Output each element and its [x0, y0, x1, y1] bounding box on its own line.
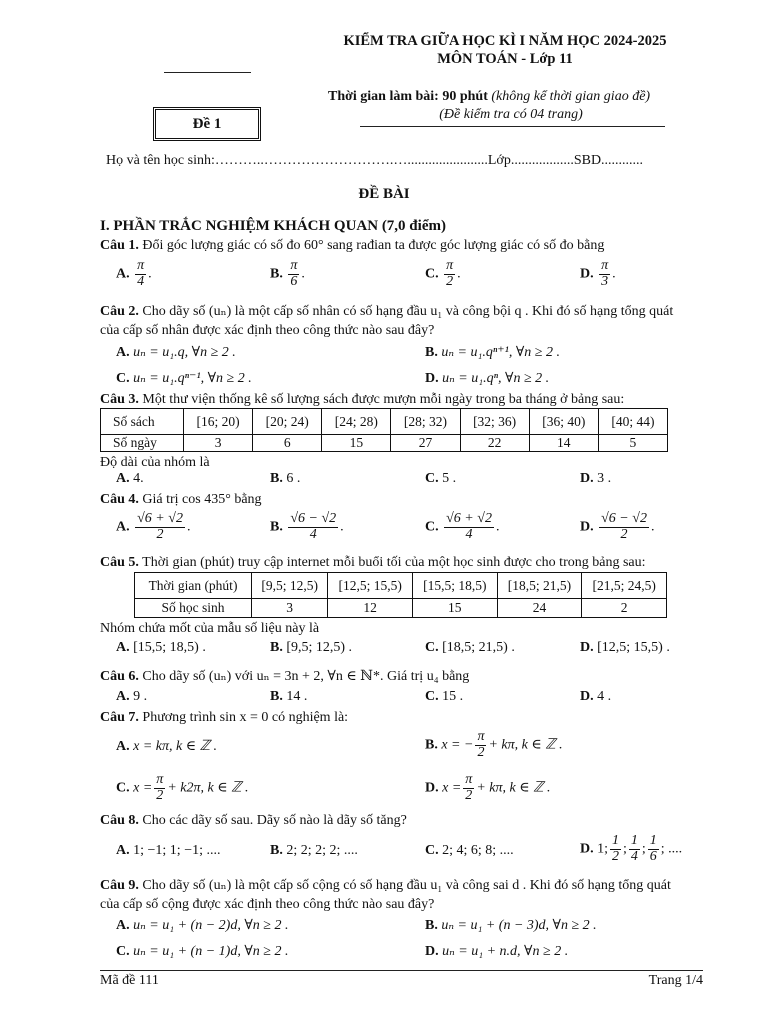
q1-option-d[interactable]: D. $\frac{\pi}{3}$ .	[580, 258, 616, 289]
q6-option-a[interactable]: A. 9 .	[116, 689, 148, 704]
q5-table-count: 15	[412, 599, 497, 618]
question-1-text: Đổi góc lượng giác có số đo 60° sang rađian ta được góc lượng giác có số đo bằng	[142, 238, 605, 253]
q5-option-a[interactable]: A. [15,5; 18,5) .	[116, 640, 206, 655]
q9-option-d[interactable]: D. uₙ = u₁ + n.d, ∀n ≥ 2 .	[425, 944, 569, 959]
q5-table	[134, 572, 667, 618]
q8-option-a[interactable]: A. 1; −1; 1; −1; ....	[116, 843, 221, 858]
q7-option-a[interactable]: A. x = kπ, k ∈ ℤ .	[116, 739, 218, 754]
question-5: Câu 5. Thời gian (phút) truy cập internet mỗi buổi tối của một học sinh được cho trong bảng sau:	[100, 555, 646, 570]
question-4: Câu 4. Giá trị cos 435° bằng	[100, 492, 262, 507]
q7-option-b[interactable]: B. x = − $\frac{\pi}{2}$ + kπ, k ∈ ℤ .	[425, 729, 563, 760]
question-2-text: Cho dãy số (uₙ) là một cấp số nhân có số hạng đầu u₁ và công bội q . Khi đó số hạng tổng quát	[142, 304, 674, 319]
q5-table-group: [18,5; 21,5)	[497, 573, 582, 599]
q8-frac-1: $\frac{1}{2}$	[612, 833, 620, 864]
q1-option-c[interactable]: C. $\frac{\pi}{2}$ .	[425, 258, 461, 289]
pages-note: (Đề kiểm tra có 04 trang)	[439, 107, 583, 122]
question-1	[100, 238, 700, 254]
q6-option-c[interactable]: C. 15 .	[425, 689, 464, 704]
question-9: Câu 9. Cho dãy số (uₙ) là một cấp số cộng có số hạng đầu u₁ và công sai d . Khi đó số hạng tổng quát	[100, 878, 671, 893]
q3-table-group: [36; 40)	[529, 409, 598, 435]
question-9-text-cont: của cấp số cộng được xác định theo công thức nào sau đây?	[100, 897, 435, 912]
q2-option-c[interactable]: C. uₙ = u₁.qⁿ⁻¹, ∀n ≥ 2 .	[116, 371, 252, 386]
exam-title: KIỂM TRA GIỮA HỌC KÌ I NĂM HỌC 2024-2025	[343, 33, 667, 49]
q5-option-d[interactable]: D. [12,5; 15,5) .	[580, 640, 670, 655]
q7-option-d[interactable]: D. x = $\frac{\pi}{2}$ + kπ, k ∈ ℤ .	[425, 772, 551, 803]
footer-exam-code: Mã đề 111	[100, 973, 159, 988]
q2-option-a[interactable]: A. uₙ = u₁.q, ∀n ≥ 2 .	[116, 345, 236, 360]
q5-table-group: [12,5; 15,5)	[328, 573, 413, 599]
q3-table-head-1: Số sách	[101, 409, 184, 435]
q5-table-count: 3	[252, 599, 328, 618]
student-info-line: Họ và tên học sinh:………..……………………….….......................Lớp..................SBD............	[106, 153, 644, 168]
q4-option-d[interactable]: D. $\frac{√6 - √2}{2}$ .	[580, 511, 655, 542]
q5-table-group: [9,5; 12,5)	[252, 573, 328, 599]
q2-option-d[interactable]: D. uₙ = u₁.qⁿ, ∀n ≥ 2 .	[425, 371, 550, 386]
q1-option-a[interactable]: A. $\frac{\pi}{4}$ .	[116, 258, 152, 289]
exam-subject: MÔN TOÁN - Lớp 11	[437, 51, 573, 67]
question-3-text: Một thư viện thống kê số lượng sách được mượn mỗi ngày trong ba tháng ở bảng sau:	[142, 392, 625, 407]
q6-option-b[interactable]: B. 14 .	[270, 689, 308, 704]
header-left-rule	[164, 72, 251, 73]
q3-table-count: 6	[253, 435, 322, 452]
q9-option-a[interactable]: A. uₙ = u₁ + (n − 2)d, ∀n ≥ 2 .	[116, 918, 289, 933]
footer-page-number: Trang 1/4	[648, 973, 703, 988]
q3-option-c[interactable]: C. 5 .	[425, 471, 457, 486]
q1-option-b[interactable]: B. $\frac{\pi}{6}$ .	[270, 258, 305, 289]
section-title: I. PHẦN TRẮC NGHIỆM KHÁCH QUAN (7,0 điểm)	[100, 218, 446, 234]
question-5-text: Thời gian (phút) truy cập internet mỗi buổi tối của một học sinh được cho trong bảng sau:	[142, 555, 646, 570]
time-label: Thời gian làm bài: 90 phút	[328, 89, 488, 104]
q3-table-count: 5	[598, 435, 667, 452]
question-7-text: Phương trình sin x = 0 có nghiệm là:	[142, 710, 349, 725]
q3-option-d[interactable]: D. 3 .	[580, 471, 612, 486]
q8-option-d[interactable]: D. 1; $\frac{1}{2}$ ; $\frac{1}{4}$ ; $\frac{1}{6}$ ; ....	[580, 833, 683, 864]
q3-table-group: [40; 44)	[598, 409, 667, 435]
exam-code-box: Đề 1	[153, 107, 261, 141]
q8-option-c[interactable]: C. 2; 4; 6; 8; ....	[425, 843, 514, 858]
q3-table-group: [20; 24)	[253, 409, 322, 435]
time-note: (không kể thời gian giao đề)	[491, 89, 651, 104]
question-4-text: Giá trị cos 435° bằng	[142, 492, 262, 507]
question-1-label: Câu 1.	[100, 238, 139, 253]
question-6: Câu 6. Cho dãy số (uₙ) với uₙ = 3n + 2, ∀n ∈ ℕ*. Giá trị u₄ bằng	[100, 669, 470, 684]
page-heading: ĐỀ BÀI	[358, 186, 410, 202]
q3-table-count: 27	[391, 435, 460, 452]
q3-table-count: 14	[529, 435, 598, 452]
q8-option-b[interactable]: B. 2; 2; 2; 2; ....	[270, 843, 358, 858]
q3-option-b[interactable]: B. 6 .	[270, 471, 301, 486]
question-2-text-cont: của cấp số nhân được xác định theo công thức nào sau đây?	[100, 323, 435, 338]
q3-table-group: [24; 28)	[322, 409, 391, 435]
question-3-after: Độ dài của nhóm là	[100, 455, 210, 470]
question-7: Câu 7. Phương trình sin x = 0 có nghiệm là:	[100, 710, 349, 725]
exam-time	[328, 89, 728, 105]
q5-table-group: [15,5; 18,5)	[412, 573, 497, 599]
q5-option-c[interactable]: C. [18,5; 21,5) .	[425, 640, 515, 655]
question-3: Câu 3. Một thư viện thống kê số lượng sách được mượn mỗi ngày trong ba tháng ở bảng sau:	[100, 392, 625, 407]
q5-option-b[interactable]: B. [9,5; 12,5) .	[270, 640, 353, 655]
question-9-text: Cho dãy số (uₙ) là một cấp số cộng có số hạng đầu u₁ và công sai d . Khi đó số hạng tổng quát	[142, 878, 671, 893]
q5-table-head-2: Số học sinh	[135, 599, 252, 618]
question-6-text: Cho dãy số (uₙ) với uₙ = 3n + 2, ∀n ∈ ℕ*. Giá trị u₄ bằng	[142, 669, 470, 684]
q4-option-c[interactable]: C. $\frac{√6 + √2}{4}$ .	[425, 511, 500, 542]
footer-rule	[100, 970, 703, 971]
q5-table-count: 12	[328, 599, 413, 618]
q3-table-group: [28; 32)	[391, 409, 460, 435]
q3-table-count: 3	[184, 435, 253, 452]
q5-table-count: 24	[497, 599, 582, 618]
q7-option-c[interactable]: C. x = $\frac{\pi}{2}$ + k2π, k ∈ ℤ .	[116, 772, 249, 803]
q3-option-a[interactable]: A. 4.	[116, 471, 144, 486]
q9-option-b[interactable]: B. uₙ = u₁ + (n − 3)d, ∀n ≥ 2 .	[425, 918, 597, 933]
q3-table-head-2: Số ngày	[101, 435, 184, 452]
q5-table-head-1: Thời gian (phút)	[135, 573, 252, 599]
header-right-rule	[360, 126, 665, 127]
question-8: Câu 8. Cho các dãy số sau. Dãy số nào là dãy số tăng?	[100, 813, 407, 828]
q5-table-group: [21,5; 24,5)	[582, 573, 667, 599]
q8-frac-3: $\frac{1}{6}$	[649, 833, 657, 864]
q9-option-c[interactable]: C. uₙ = u₁ + (n − 1)d, ∀n ≥ 2 .	[116, 944, 289, 959]
q3-table	[100, 408, 668, 452]
q8-frac-2: $\frac{1}{4}$	[630, 833, 638, 864]
q3-table-group: [16; 20)	[184, 409, 253, 435]
q4-option-a[interactable]: A. $\frac{√6 + √2}{2}$ .	[116, 511, 191, 542]
q5-table-count: 2	[582, 599, 667, 618]
q3-table-count: 15	[322, 435, 391, 452]
q4-option-b[interactable]: B. $\frac{√6 - √2}{4}$ .	[270, 511, 344, 542]
q2-option-b[interactable]: B. uₙ = u₁.qⁿ⁺¹, ∀n ≥ 2 .	[425, 345, 560, 360]
question-8-text: Cho các dãy số sau. Dãy số nào là dãy số tăng?	[142, 813, 407, 828]
question-2: Câu 2. Cho dãy số (uₙ) là một cấp số nhân có số hạng đầu u₁ và công bội q . Khi đó số hạng tổng quát	[100, 304, 674, 319]
question-5-after: Nhóm chứa mốt của mẫu số liệu này là	[100, 621, 320, 636]
q3-table-count: 22	[460, 435, 529, 452]
q3-table-group: [32; 36)	[460, 409, 529, 435]
q6-option-d[interactable]: D. 4 .	[580, 689, 612, 704]
